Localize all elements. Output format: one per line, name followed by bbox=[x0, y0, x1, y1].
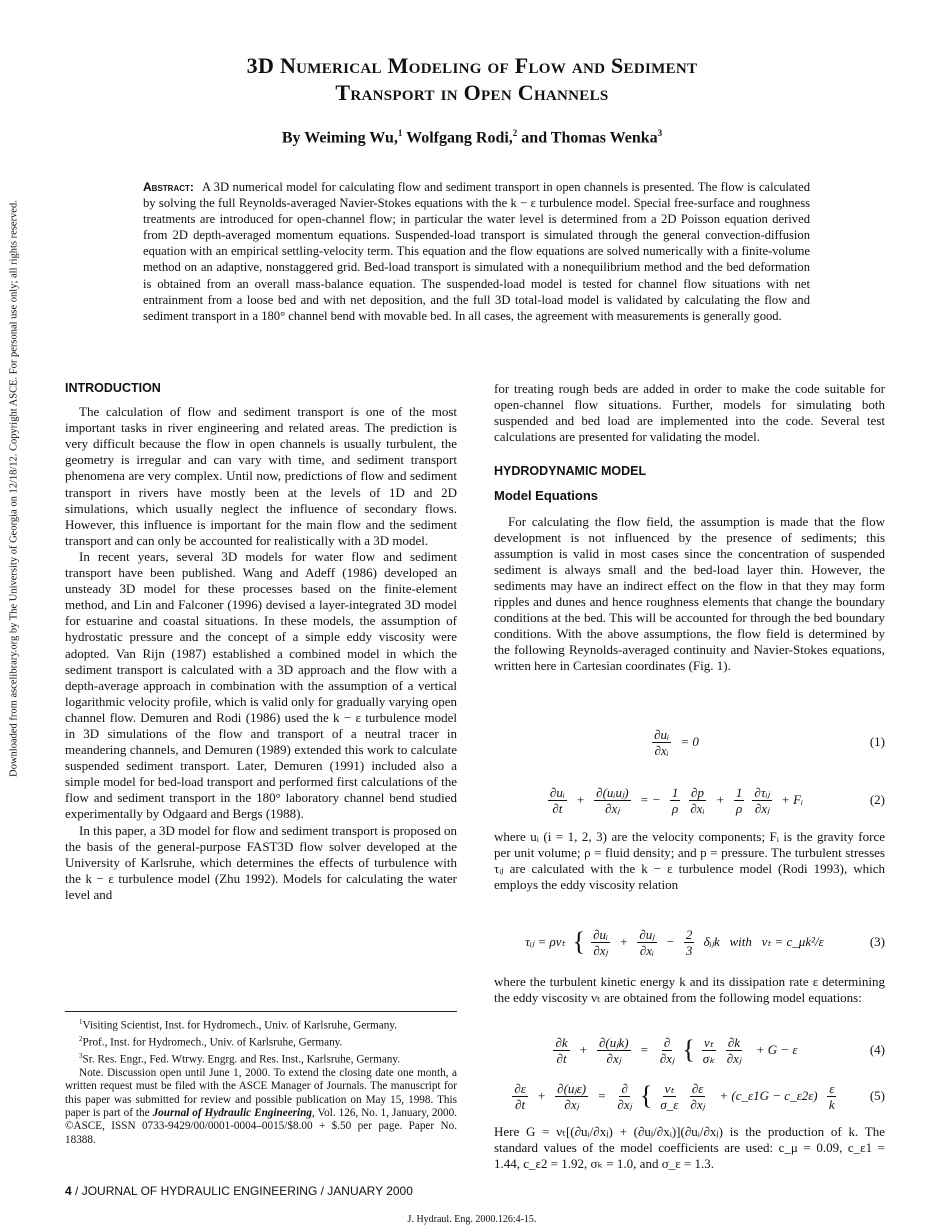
numerator: ∂p bbox=[691, 784, 704, 800]
equation-term: = bbox=[636, 1042, 652, 1057]
fraction bbox=[670, 785, 681, 816]
denominator: ρ bbox=[672, 800, 679, 816]
equation-number: (2) bbox=[869, 792, 885, 807]
citation: J. Hydraul. Eng. 2000.126:4-15. bbox=[407, 1214, 537, 1225]
note-text-b: , Vol. 126, No. 1, January, 2000. ©ASCE, ISSN 0733-9429/00/0001-0004–0015/$8.00 + $.50 per page. Paper No. 18388. bbox=[65, 1106, 458, 1146]
footnote-1-text: Visiting Scientist, Inst. for Hydromech., Univ. of Karlsruhe, Germany. bbox=[82, 1019, 397, 1032]
fraction bbox=[553, 1035, 569, 1066]
numerator: ∂(uⱼk) bbox=[598, 1034, 629, 1050]
numerator: 1 bbox=[671, 784, 679, 800]
author-1-mark: 1 bbox=[397, 128, 403, 138]
author-2: Wolfgang Rodi, bbox=[402, 129, 513, 147]
abstract-text: A 3D numerical model for calculating flow and sediment transport in open channels is presented. The flow is calculated by solving the full Reynolds-averaged Navier-Stokes equations with the k − ε turbulence model. Special free-surface and roughness treatments are introduced for open-channel flow; in particular the water level is determined from a 2D Poisson equation derived from 2D depth-averaged momentum equations. Suspended-load transport is simulated through the general convection-diffusion equation with an empirical settling-velocity term. This equation and the flow equations are solved numerically with a finite-volume method on an adaptive, nonstaggered grid. Bed-load transport is simulated with a nonequilibrium method and the bed deformation is obtained from an overall mass-balance equation. The suspended-load model is tested for channel flow situations with net entrainment from a loose bed and with net deposition, and the full 3D total-load model is validated by calculating the flow and sediment transport in a 180° channel bend with movable bed. In all cases, the agreement with measurements is generally good. bbox=[143, 180, 810, 323]
brace-symbol: { bbox=[682, 1035, 695, 1064]
equation-body bbox=[494, 1081, 855, 1112]
intro-paragraph-1: The calculation of flow and sediment transport is one of the most important tasks in river engineering and related areas. The prediction is very difficult because the flow in open channels is usually turbulent, the geometry is irregular and can vary with time, and sediment transport phenomena are very complex. Until now, predictions of flow and sediment transport in rivers have mostly been at the levels of 1D and 2D simulations, which usually neglect the influence of secondary flows. However, this influence is important for the main flow and the sediment transport and can only be accounted for realistically with a 3D model. bbox=[65, 404, 457, 548]
numerator: ∂ bbox=[621, 1080, 628, 1096]
denominator: ∂xⱼ bbox=[659, 1050, 675, 1066]
footnotes bbox=[65, 1016, 457, 1147]
numerator: ε bbox=[829, 1080, 835, 1096]
numerator: ∂uᵢ bbox=[549, 784, 565, 800]
fraction bbox=[637, 927, 656, 958]
page-footer bbox=[65, 1184, 413, 1198]
numerator: ∂uⱼ bbox=[639, 926, 655, 942]
authors bbox=[0, 128, 944, 147]
numerator: νₜ bbox=[664, 1080, 675, 1096]
numerator: ∂(uᵢuⱼ) bbox=[596, 784, 629, 800]
equation-term: − bbox=[662, 934, 678, 949]
denominator: ∂xᵢ bbox=[639, 942, 655, 958]
fraction bbox=[548, 785, 567, 816]
equation-term: + bbox=[572, 792, 589, 807]
download-notice: Downloaded from ascelibrary.org by The University of Georgia on 12/18/12. Copyright ASCE. For personal use only; all rights reserved. bbox=[8, 200, 20, 777]
denominator: ρ bbox=[736, 800, 743, 816]
footnote-2: $^2$Prof., Inst. for Hydromech., Univ. of Karlsruhe, Germany. bbox=[79, 1035, 343, 1049]
intro-paragraph-2: In recent years, several 3D models for water flow and sediment transport have been published. Wang and Adeff (1986) developed an unsteady 3D model for these processes based on the finite-element method, and Lin and Falconer (1996) devised a layer-integrated 3D model for estuarine and coastal situations. In these models, the assumption of hydrostatic pressure and the concept of a simple eddy viscosity were adopted. Van Rijn (1987) established a combined model in which the sediment transport is calculated with a 3D approach and the flow with a depth-average approach in combination with the assumption of a vertical logarithmic velocity profile, which is valid only for gradually varying open channel flow. Demuren and Rodi (1986) used the k − ε turbulence model in 3D simulations of the flow and transport of a neutral tracer in meandering channels, and Demuren (1989) extended this work to calculate suspended sediment transport. Later, Demuren (1991) included also a simple model for bed-load transport and performed first calculations of the flow and sediment transport in the 180° laboratory channel bend studied experimentally by Odgaard and Bergs (1988). bbox=[65, 548, 457, 822]
discussion-note bbox=[65, 1067, 457, 1147]
equation-2 bbox=[494, 780, 885, 820]
denominator: ∂t bbox=[552, 800, 563, 816]
fraction bbox=[591, 927, 610, 958]
fraction bbox=[658, 1081, 680, 1112]
numerator: ∂(uⱼε) bbox=[557, 1080, 587, 1096]
equation-term: = − bbox=[636, 792, 664, 807]
right-column-top bbox=[494, 381, 885, 675]
abstract-label: Abstract: bbox=[143, 180, 194, 194]
equation-1 bbox=[494, 722, 885, 762]
model-paragraph-2: where uᵢ (i = 1, 2, 3) are the velocity components; Fᵢ is the gravity force per unit volume; ρ = fluid density; and p = pressure. The turbulent stresses τᵢⱼ are calculated with the k − ε turbulence model (Rodi 1993), which employs the eddy viscosity relation bbox=[494, 829, 885, 893]
numerator: 2 bbox=[685, 926, 693, 942]
fraction bbox=[615, 1081, 633, 1112]
equation-term: + bbox=[575, 1042, 591, 1057]
authors-prefix: By bbox=[281, 129, 305, 147]
denominator: σₖ bbox=[702, 1050, 715, 1066]
footnote-3-text: Sr. Res. Engr., Fed. Wtrwy. Engrg. and Res. Inst., Karlsruhe, Germany. bbox=[82, 1053, 401, 1066]
journal-name: Journal of Hydraulic Engineering bbox=[152, 1106, 312, 1119]
fraction bbox=[684, 927, 695, 958]
equation-body bbox=[494, 1035, 855, 1066]
denominator: ∂t bbox=[556, 1050, 567, 1066]
equation-term: + (c_ε1G − c_ε2ε) bbox=[712, 1088, 821, 1103]
footnote-2-text: Prof., Inst. for Hydromech., Univ. of Karlsruhe, Germany. bbox=[82, 1036, 343, 1049]
abstract bbox=[143, 179, 810, 324]
denominator: ∂xⱼ bbox=[726, 1050, 742, 1066]
fraction bbox=[752, 785, 771, 816]
denominator: ∂xⱼ bbox=[754, 800, 770, 816]
numerator: ∂uᵢ bbox=[654, 726, 670, 742]
equation-term: + Fᵢ bbox=[777, 792, 804, 807]
equation-number: (5) bbox=[869, 1088, 885, 1103]
equation-5 bbox=[494, 1076, 885, 1116]
title-line-1: 3D Numerical Modeling of Flow and Sediment bbox=[246, 53, 698, 78]
equation-number: (4) bbox=[869, 1042, 885, 1057]
fraction bbox=[555, 1081, 588, 1112]
numerator: ∂uᵢ bbox=[593, 926, 609, 942]
denominator: ∂xⱼ bbox=[690, 1096, 705, 1112]
numerator: ∂k bbox=[727, 1034, 741, 1050]
page-number: 4 bbox=[65, 1184, 72, 1198]
numerator: ∂ bbox=[663, 1034, 671, 1050]
model-paragraph-4: Here G = νₜ[(∂uᵢ/∂xⱼ) + (∂uⱼ/∂xᵢ)](∂uᵢ/∂xⱼ) is the production of k. The standard values of the model coefficients are used: c_μ = 0.09, c_ε1 = 1.44, c_ε2 = 1.92, σₖ = 1.0, and σ_ε = 1.3. bbox=[494, 1124, 885, 1172]
denominator: ∂xᵢ bbox=[654, 742, 669, 758]
equation-number: (1) bbox=[869, 734, 885, 749]
author-3-mark: 3 bbox=[657, 128, 663, 138]
brace-symbol: { bbox=[639, 1081, 653, 1110]
denominator: k bbox=[828, 1096, 835, 1112]
fraction bbox=[827, 1081, 837, 1112]
denominator: ∂xⱼ bbox=[593, 942, 608, 958]
denominator: ∂t bbox=[515, 1096, 526, 1112]
note-text-a: Note. Discussion open until June 1, 2000. To extend the closing date one month, a written request must be filed with the ASCE Manager of Journals. The manuscript for this paper was submitted for review and possible publication on May 15, 1998. This paper is part of the bbox=[65, 1067, 457, 1119]
equation-4 bbox=[494, 1030, 885, 1070]
equation-3 bbox=[494, 922, 885, 962]
equation-term: + bbox=[533, 1088, 550, 1103]
fraction bbox=[688, 1081, 706, 1112]
author-1: Weiming Wu, bbox=[304, 129, 398, 147]
equation-term: = 0 bbox=[677, 734, 699, 749]
author-3: and Thomas Wenka bbox=[517, 129, 658, 147]
fraction bbox=[594, 785, 630, 816]
equation-term: τᵢⱼ = ρνₜ bbox=[525, 934, 569, 949]
left-column bbox=[65, 380, 457, 903]
numerator: ∂ε bbox=[691, 1080, 704, 1096]
fraction bbox=[688, 785, 706, 816]
denominator: ∂xⱼ bbox=[617, 1096, 632, 1112]
denominator: ∂xⱼ bbox=[605, 800, 620, 816]
equation-term: δᵢⱼk with νₜ = c_μk²/ε bbox=[700, 934, 824, 949]
denominator: σ_ε bbox=[660, 1096, 679, 1112]
title-line-2: Transport in Open Channels bbox=[335, 80, 609, 105]
model-paragraph-3: where the turbulent kinetic energy k and its dissipation rate ε determining the eddy viscosity νₜ are obtained from the following model equations: bbox=[494, 974, 885, 1006]
brace-symbol: { bbox=[572, 927, 586, 956]
subsection-heading-model-equations: Model Equations bbox=[494, 488, 598, 504]
numerator: ∂k bbox=[555, 1034, 568, 1050]
denominator: 3 bbox=[685, 942, 693, 958]
journal-footer: / JOURNAL OF HYDRAULIC ENGINEERING / JANUARY 2000 bbox=[71, 1184, 413, 1198]
model-paragraph-1: For calculating the flow field, the assumption is made that the flow development is not influenced by the presence of sediments; this assumption is valid in most cases since the concentration of suspended sediment is always small and the bed-load layer thin. However, the sediments may have an indirect effect on the flow in that they may form ripples and dunes and hence roughness elements that change the boundary conditions at the bed. This will be accounted for through the bed boundary conditions. With the above assumptions, the flow field is determined by the following Reynolds-averaged continuity and Navier-Stokes equations, written here in Cartesian coordinates (Fig. 1). bbox=[494, 513, 885, 674]
fraction bbox=[701, 1035, 717, 1066]
denominator: ∂xⱼ bbox=[564, 1096, 579, 1112]
section-heading-hydrodynamic: HYDRODYNAMIC MODEL bbox=[494, 464, 647, 479]
equation-body bbox=[494, 927, 855, 958]
fraction bbox=[658, 1035, 676, 1066]
numerator: ∂ε bbox=[514, 1080, 526, 1096]
continued-paragraph: for treating rough beds are added in order to make the code suitable for open-channel flow situations. Further, models for simulating both suspended and bed load are implemented into the code. Several test calculations are presented for validating the model. bbox=[494, 381, 885, 445]
section-heading-introduction: INTRODUCTION bbox=[65, 381, 161, 395]
fraction bbox=[597, 1035, 631, 1066]
numerator: 1 bbox=[735, 784, 743, 800]
equation-number: (3) bbox=[869, 934, 885, 949]
intro-paragraph-3: In this paper, a 3D model for flow and sediment transport is proposed on the basis of the general-purpose FAST3D flow solver developed at the University of Karlsruhe, which determines the effects of turbulence with the k − ε turbulence model (Zhu 1992). Models for calculating the water level and bbox=[65, 822, 457, 902]
equation-term: = bbox=[594, 1088, 610, 1103]
equation-body bbox=[494, 785, 855, 816]
fraction bbox=[725, 1035, 743, 1066]
fraction bbox=[734, 785, 745, 816]
equation-term: + bbox=[616, 934, 632, 949]
fraction bbox=[512, 1081, 528, 1112]
fraction bbox=[652, 727, 671, 758]
footnote-1: $^1$Visiting Scientist, Inst. for Hydromech., Univ. of Karlsruhe, Germany. bbox=[79, 1018, 397, 1032]
equation-body bbox=[494, 727, 855, 758]
numerator: νₜ bbox=[703, 1034, 714, 1050]
equation-term: + G − ε bbox=[749, 1042, 798, 1057]
equation-term: + bbox=[712, 792, 728, 807]
numerator: ∂τᵢⱼ bbox=[754, 784, 770, 800]
footnote-3: $^3$Sr. Res. Engr., Fed. Wtrwy. Engrg. and Res. Inst., Karlsruhe, Germany. bbox=[79, 1052, 401, 1066]
footnote-divider bbox=[65, 1011, 457, 1012]
author-2-mark: 2 bbox=[512, 128, 518, 138]
denominator: ∂xⱼ bbox=[606, 1050, 621, 1066]
paper-title bbox=[0, 52, 944, 106]
denominator: ∂xᵢ bbox=[690, 800, 705, 816]
